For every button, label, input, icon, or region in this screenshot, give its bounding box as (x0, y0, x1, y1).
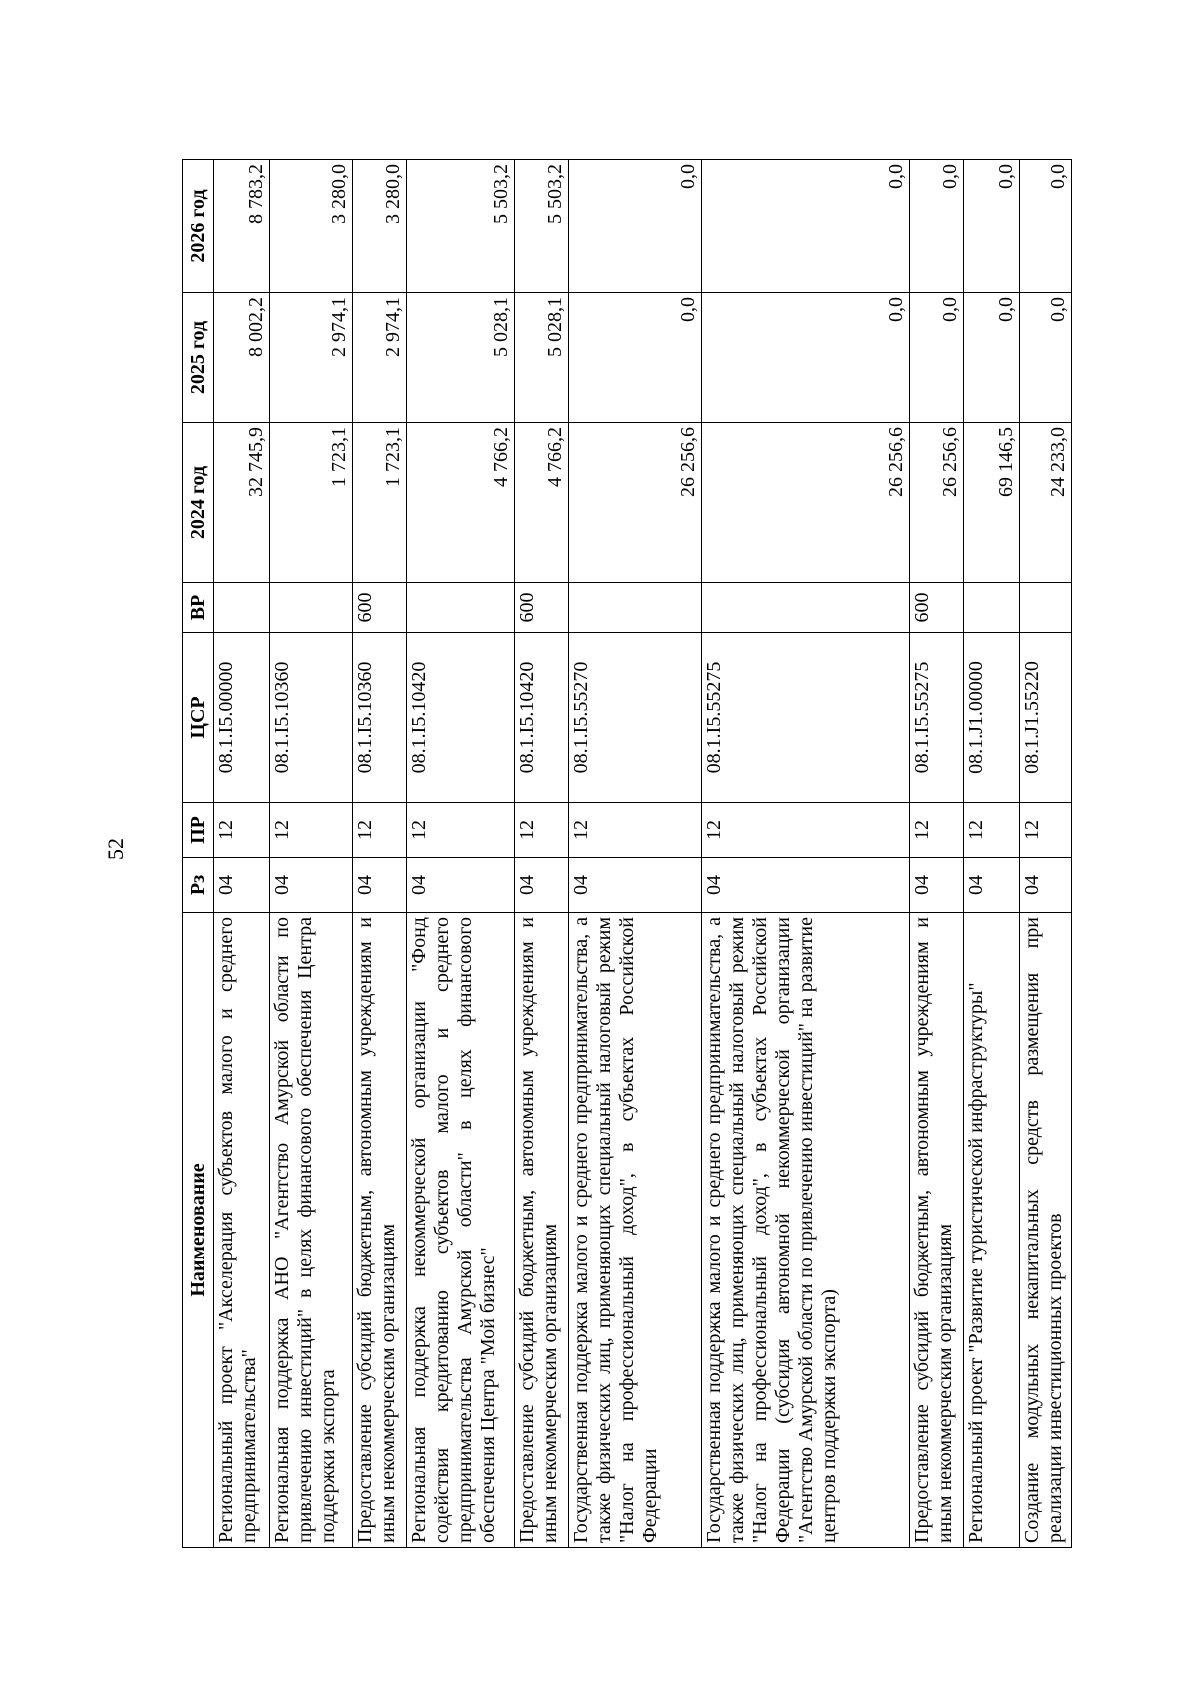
row-2024: 69 146,5 (964, 423, 1019, 583)
row-pr: 12 (568, 803, 702, 858)
row-2024: 26 256,6 (910, 423, 964, 583)
header-vr: ВР (183, 583, 214, 633)
row-2024: 26 256,6 (702, 423, 910, 583)
row-vr (568, 583, 702, 633)
row-2024: 26 256,6 (568, 423, 702, 583)
row-name: Государственная поддержка малого и среднего предпринимательства, а также физических лиц, применяющих специальный налоговый режим "Налог на профессиональный доход", в субъектах Российской Федерации (субсидия автономной некоммерческой организации "Агентство Амурской области по привлечению инвестиций" на развитие центров поддержки экспорта) (702, 913, 910, 1548)
table-row (270, 160, 352, 1548)
row-csr: 08.1.I5.10420 (514, 633, 568, 803)
row-vr (270, 583, 352, 633)
row-2025: 2 974,1 (270, 293, 352, 423)
table-row (514, 160, 568, 1548)
row-pr: 12 (964, 803, 1019, 858)
header-2024: 2024 год (183, 423, 214, 583)
header-csr: ЦСР (183, 633, 214, 803)
row-name: Региональная поддержка некоммерческой организации "Фонд содействия кредитованию субъектов малого и среднего предпринимательства Амурской области" в целях финансового обеспечения Центра "Мой бизнес" (407, 913, 515, 1548)
row-name: Региональный проект "Акселерация субъектов малого и среднего предпринимательства" (214, 913, 270, 1548)
row-2024: 4 766,2 (514, 423, 568, 583)
row-2025: 8 002,2 (214, 293, 270, 423)
row-rz: 04 (214, 858, 270, 913)
table-row (702, 160, 910, 1548)
row-2025: 0,0 (702, 293, 910, 423)
table-row (568, 160, 702, 1548)
row-rz: 04 (514, 858, 568, 913)
row-2026: 0,0 (568, 160, 702, 293)
row-rz: 04 (964, 858, 1019, 913)
row-vr: 600 (910, 583, 964, 633)
row-2026: 0,0 (910, 160, 964, 293)
table-row (1019, 160, 1071, 1548)
row-2025: 5 028,1 (407, 293, 515, 423)
row-rz: 04 (270, 858, 352, 913)
row-rz: 04 (407, 858, 515, 913)
row-csr: 08.1.I5.00000 (214, 633, 270, 803)
row-2026: 5 503,2 (514, 160, 568, 293)
row-name: Предоставление субсидий бюджетным, автономным учреждениям и иным некоммерческим организациям (514, 913, 568, 1548)
row-pr: 12 (214, 803, 270, 858)
row-csr: 08.1.I5.10360 (270, 633, 352, 803)
row-2025: 2 974,1 (352, 293, 406, 423)
row-rz: 04 (352, 858, 406, 913)
table-row (352, 160, 406, 1548)
row-2024: 4 766,2 (407, 423, 515, 583)
row-pr: 12 (514, 803, 568, 858)
row-csr: 08.1.I5.55275 (910, 633, 964, 803)
row-vr (702, 583, 910, 633)
header-2026: 2026 год (183, 160, 214, 293)
row-2026: 0,0 (702, 160, 910, 293)
table-row (407, 160, 515, 1548)
row-2026: 0,0 (964, 160, 1019, 293)
header-name: Наименование (183, 913, 214, 1548)
row-pr: 12 (910, 803, 964, 858)
row-2024: 1 723,1 (352, 423, 406, 583)
row-vr (407, 583, 515, 633)
row-vr: 600 (514, 583, 568, 633)
budget-table (182, 159, 1072, 1548)
row-pr: 12 (702, 803, 910, 858)
row-rz: 04 (702, 858, 910, 913)
row-2026: 3 280,0 (270, 160, 352, 293)
row-2024: 1 723,1 (270, 423, 352, 583)
row-pr: 12 (1019, 803, 1071, 858)
row-vr (214, 583, 270, 633)
table-row (214, 160, 270, 1548)
header-rz: Рз (183, 858, 214, 913)
header-pr: ПР (183, 803, 214, 858)
row-2026: 3 280,0 (352, 160, 406, 293)
row-2026: 8 783,2 (214, 160, 270, 293)
page-number: 52 (103, 838, 128, 860)
row-vr (964, 583, 1019, 633)
row-name: Предоставление субсидий бюджетным, автономным учреждениям и иным некоммерческим организациям (352, 913, 406, 1548)
row-2025: 0,0 (910, 293, 964, 423)
table-row (910, 160, 964, 1548)
row-csr: 08.1.J1.55220 (1019, 633, 1071, 803)
row-csr: 08.1.I5.55275 (702, 633, 910, 803)
row-2025: 0,0 (1019, 293, 1071, 423)
row-2024: 32 745,9 (214, 423, 270, 583)
row-name: Региональная поддержка АНО "Агентство Амурской области по привлечению инвестиций" в целях финансового обеспечения Центра поддержки экспорта (270, 913, 352, 1548)
row-vr (1019, 583, 1071, 633)
row-name: Создание модульных некапитальных средств размещения при реализации инвестиционных проектов (1019, 913, 1071, 1548)
row-vr: 600 (352, 583, 406, 633)
row-2025: 0,0 (568, 293, 702, 423)
row-2025: 0,0 (964, 293, 1019, 423)
row-rz: 04 (1019, 858, 1071, 913)
row-name: Государственная поддержка малого и среднего предпринимательства, а также физических лиц, применяющих специальный налоговый режим "Налог на профессиональный доход", в субъектах Российской Федерации (568, 913, 702, 1548)
row-2025: 5 028,1 (514, 293, 568, 423)
row-2024: 24 233,0 (1019, 423, 1071, 583)
row-csr: 08.1.I5.55270 (568, 633, 702, 803)
row-2026: 0,0 (1019, 160, 1071, 293)
table-header-row (183, 160, 214, 1548)
row-rz: 04 (568, 858, 702, 913)
header-2025: 2025 год (183, 293, 214, 423)
row-csr: 08.1.I5.10360 (352, 633, 406, 803)
row-csr: 08.1.J1.00000 (964, 633, 1019, 803)
table-row (964, 160, 1019, 1548)
row-rz: 04 (910, 858, 964, 913)
row-name: Предоставление субсидий бюджетным, автономным учреждениям и иным некоммерческим организациям (910, 913, 964, 1548)
row-csr: 08.1.I5.10420 (407, 633, 515, 803)
row-pr: 12 (407, 803, 515, 858)
row-2026: 5 503,2 (407, 160, 515, 293)
row-pr: 12 (270, 803, 352, 858)
row-name: Региональный проект "Развитие туристической инфраструктуры" (964, 913, 1019, 1548)
budget-table-container (182, 160, 1072, 1548)
row-pr: 12 (352, 803, 406, 858)
